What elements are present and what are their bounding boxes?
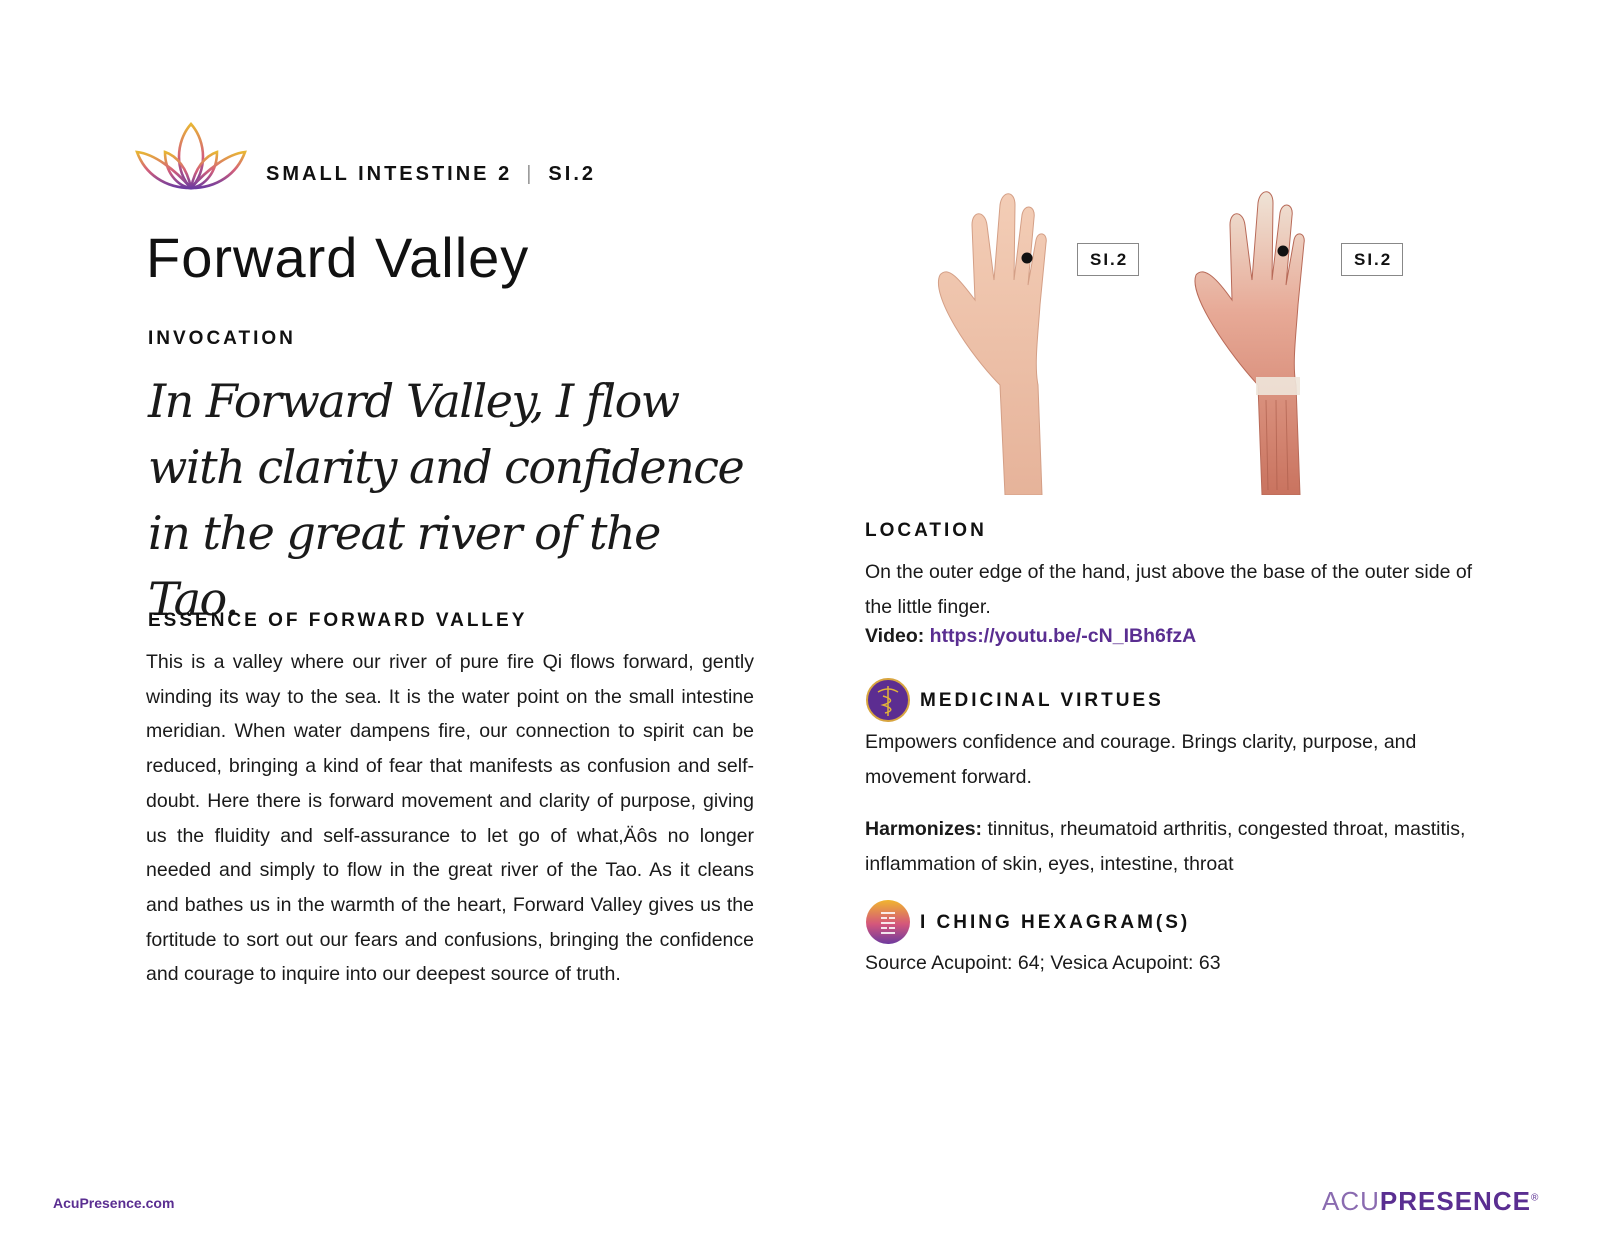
essence-heading: ESSENCE OF FORWARD VALLEY	[148, 610, 528, 631]
page-title: Forward Valley	[146, 226, 530, 289]
lotus-logo-icon	[135, 122, 247, 194]
hexagram-icon	[866, 900, 910, 944]
iching-heading: I CHING HEXAGRAM(S)	[920, 912, 1191, 933]
point-header	[266, 163, 596, 186]
brand-bold: PRESENCE	[1379, 1186, 1531, 1216]
invocation-heading: INVOCATION	[148, 328, 296, 349]
harmonizes-value: tinnitus, rheumatoid arthritis, congested throat, mastitis, inflammation of skin, eyes, intestine, throat	[865, 818, 1466, 875]
point-label-skin: SI.2	[1077, 243, 1139, 276]
caduceus-icon	[866, 678, 910, 722]
point-label-muscle: SI.2	[1341, 243, 1403, 276]
invocation-text: In Forward Valley, I flow with clarity and confidence in the great river of the Tao.	[148, 374, 744, 626]
location-text: On the outer edge of the hand, just above the base of the outer side of the little finger.	[865, 561, 1473, 618]
hand-skin-figure	[938, 194, 1046, 495]
header-divider: |	[526, 163, 535, 185]
video-link[interactable]: https://youtu.be/-cN_IBh6fzA	[929, 625, 1197, 647]
harmonizes-text	[865, 812, 1485, 881]
brand-light: ACU	[1322, 1186, 1380, 1216]
point-code: SI.2	[548, 163, 596, 185]
harmonizes-label: Harmonizes:	[865, 818, 983, 840]
virtues-heading: MEDICINAL VIRTUES	[920, 690, 1164, 711]
footer-site-link[interactable]: AcuPresence.com	[53, 1195, 175, 1211]
hand-anatomy-figures	[930, 185, 1430, 495]
video-label: Video:	[865, 625, 925, 647]
brand-registered-mark: ®	[1530, 1192, 1540, 1204]
essence-text: This is a valley where our river of pure fire Qi flows forward, gently winding its way to the sea. It is the water point on the small intestine meridian. When water dampens fire, our connection to spirit can be reduced, bringing a kind of fear that manifests as confusion and self-doubt. Here there is forward movement and clarity of purpose, giving us the fluidity and self-assurance to let go of what,Äôs no longer needed and simply to flow in the great river of the Tao. As it cleans and bathes us in the warmth of the heart, Forward Valley gives us the fortitude to sort out our fears and confusions, bringing the confidence and courage to inquire into our deepest source of truth.	[146, 651, 754, 986]
location-heading: LOCATION	[865, 520, 987, 541]
point-name: SMALL INTESTINE 2	[266, 163, 513, 185]
brand-logo	[1322, 1186, 1539, 1217]
iching-text: Source Acupoint: 64; Vesica Acupoint: 63	[865, 952, 1221, 974]
hand-muscle-figure	[1195, 192, 1304, 495]
video-line	[865, 625, 1196, 648]
virtues-text: Empowers confidence and courage. Brings clarity, purpose, and movement forward.	[865, 731, 1417, 788]
